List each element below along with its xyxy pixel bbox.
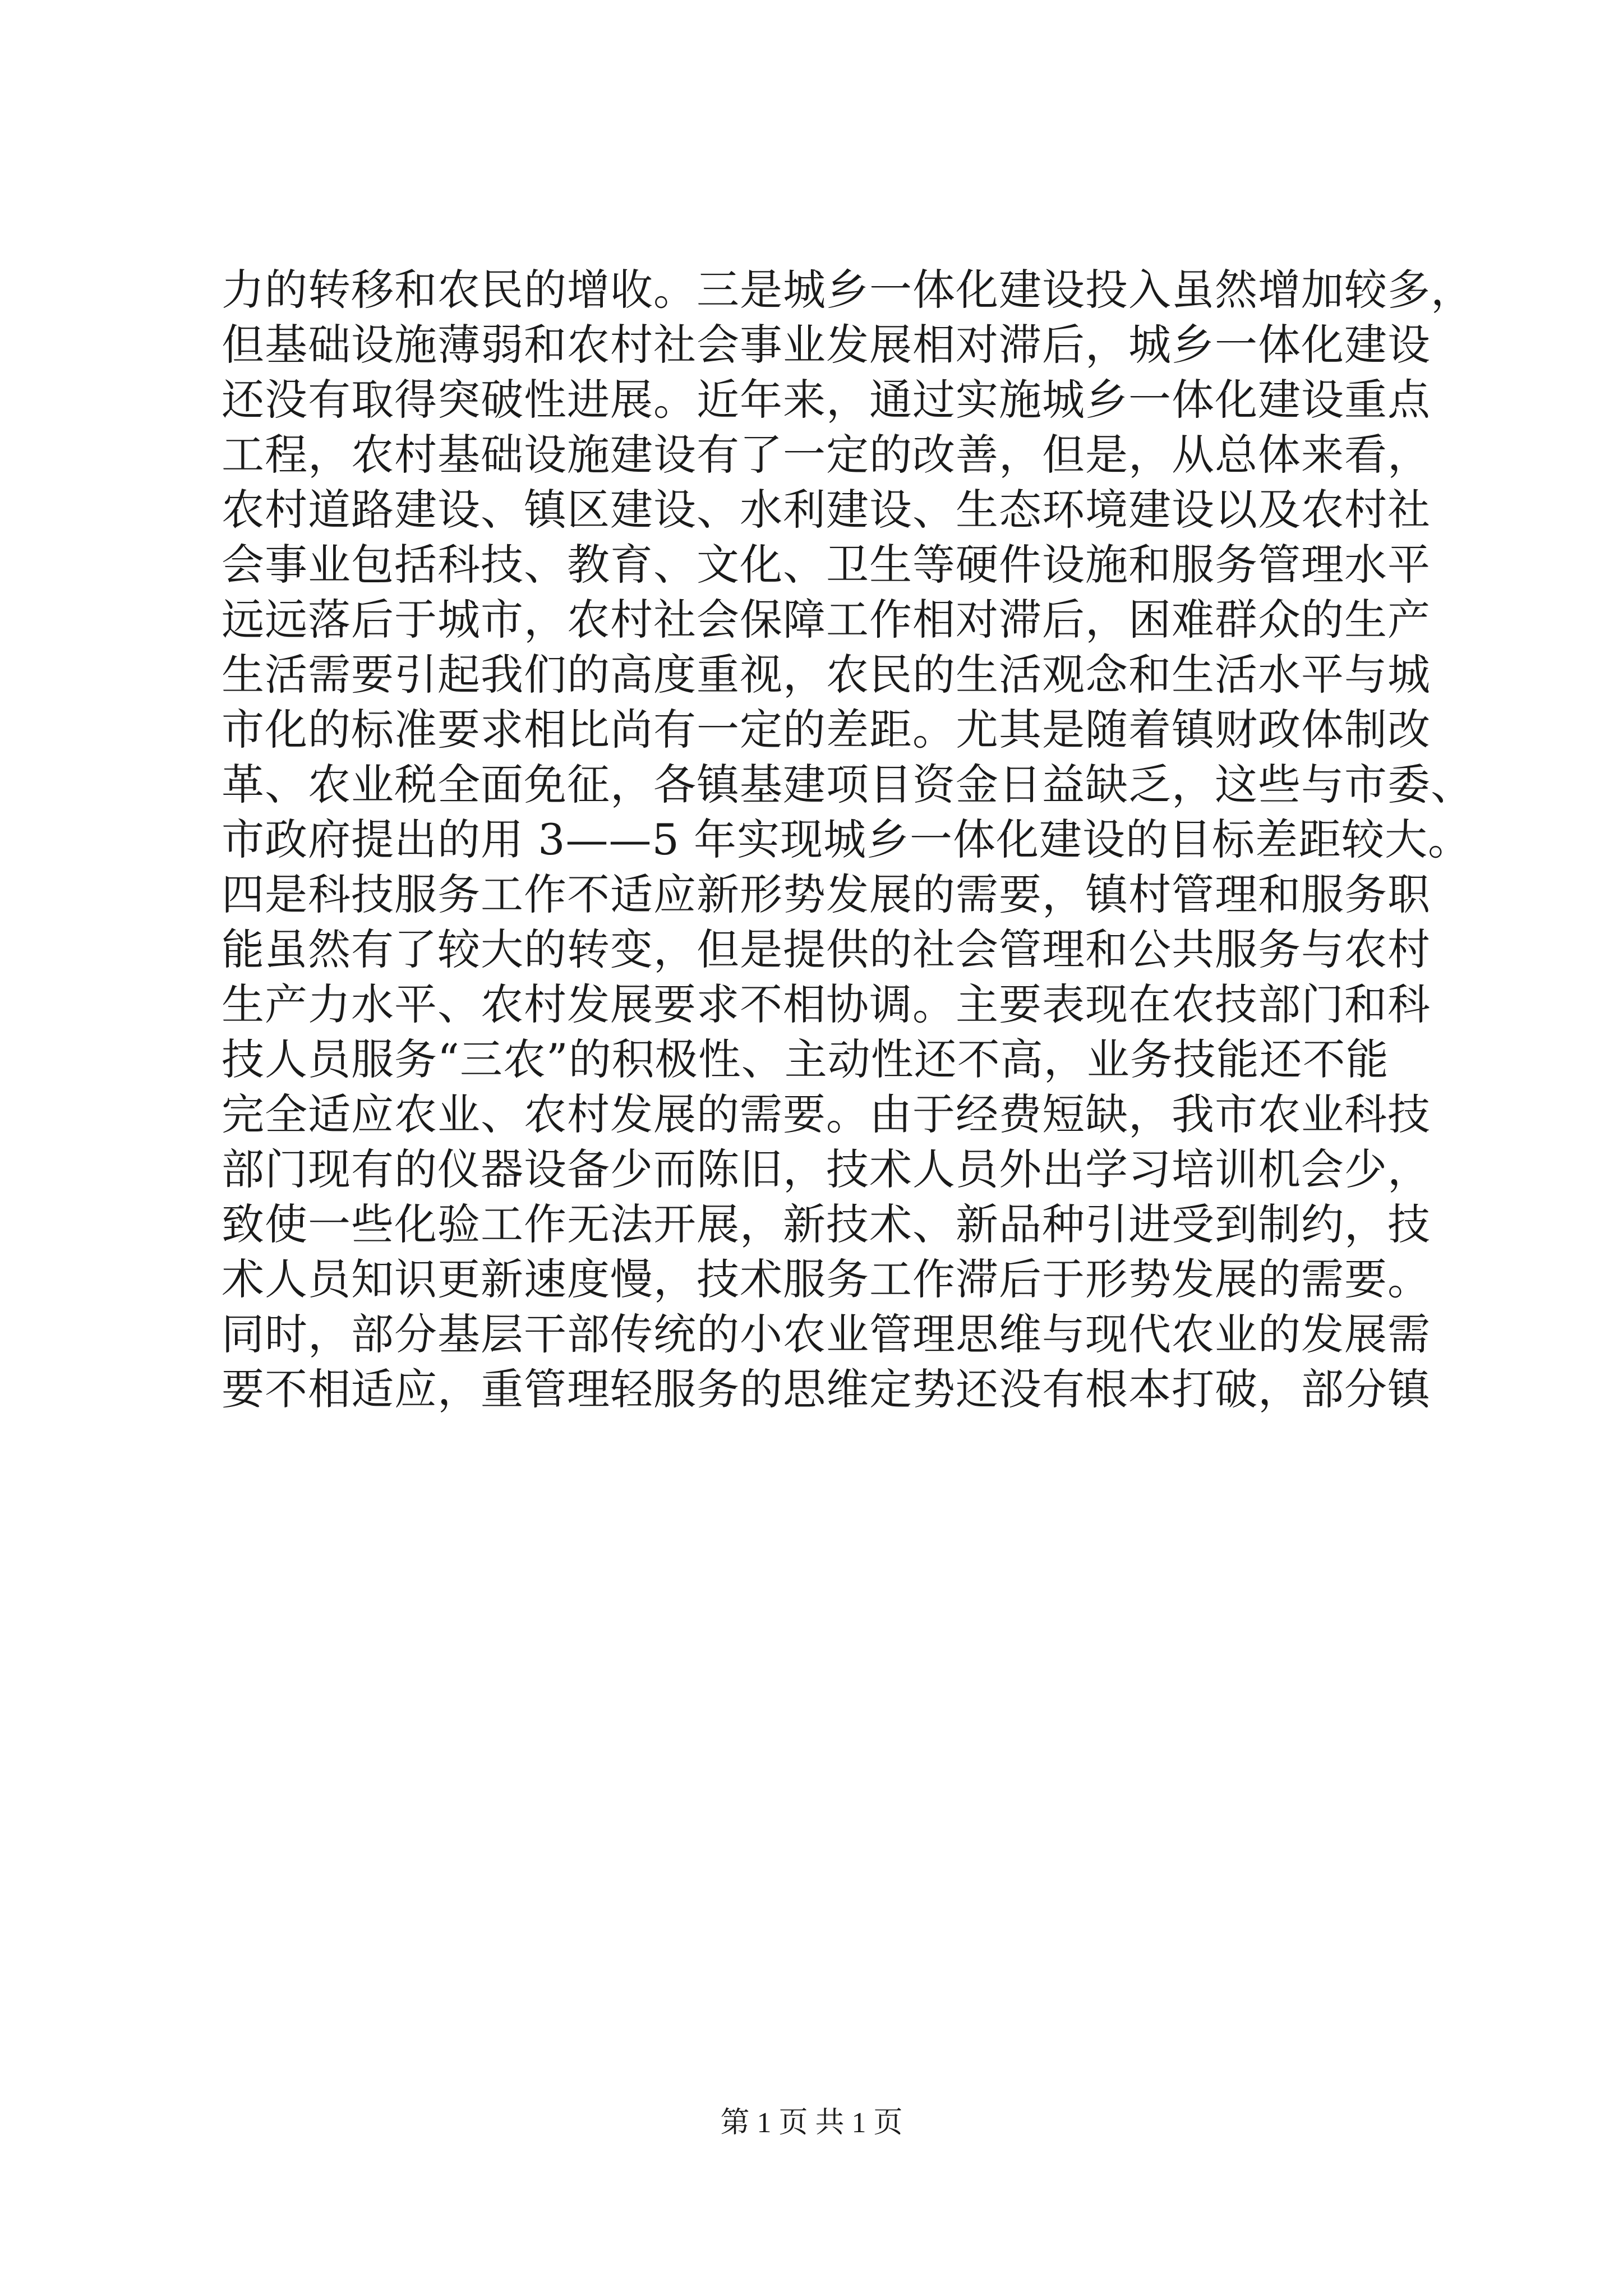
text-line: 部门现有的仪器设备少而陈旧，技术人员外出学习培训机会少， — [222, 1144, 1431, 1194]
text-line: 农村道路建设、镇区建设、水利建设、生态环境建设以及农村社 — [222, 485, 1431, 535]
text-line: 生活需要引起我们的高度重视，农民的生活观念和生活水平与城 — [222, 650, 1431, 700]
text-line: 四是科技服务工作不适应新形势发展的需要，镇村管理和服务职 — [222, 869, 1431, 919]
text-line: 能虽然有了较大的转变，但是提供的社会管理和公共服务与农村 — [222, 924, 1431, 974]
text-line: 力的转移和农民的增收。三是城乡一体化建设投入虽然增加较多， — [222, 265, 1474, 315]
text-line: 但基础设施薄弱和农村社会事业发展相对滞后，城乡一体化建设 — [222, 320, 1431, 370]
text-line: 市政府提出的用 3——5 年实现城乡一体化建设的目标差距较大。 — [222, 815, 1472, 864]
text-line: 远远落后于城市，农村社会保障工作相对滞后，困难群众的生产 — [222, 595, 1431, 645]
text-line: 还没有取得突破性进展。近年来，通过实施城乡一体化建设重点 — [222, 375, 1431, 425]
text-line: 术人员知识更新速度慢，技术服务工作滞后于形势发展的需要。 — [222, 1254, 1431, 1304]
page-number-label: 第 1 页 共 1 页 — [720, 2107, 903, 2139]
text-line: 同时，部分基层干部传统的小农业管理思维与现代农业的发展需 — [222, 1309, 1431, 1359]
text-line: 要不相适应，重管理轻服务的思维定势还没有根本打破，部分镇 — [222, 1364, 1431, 1414]
text-line: 生产力水平、农村发展要求不相协调。主要表现在农技部门和科 — [222, 979, 1431, 1029]
text-line: 致使一些化验工作无法开展，新技术、新品种引进受到制约，技 — [222, 1199, 1431, 1249]
text-line: 会事业包括科技、教育、文化、卫生等硬件设施和服务管理水平 — [222, 540, 1431, 590]
text-line: 革、农业税全面免征，各镇基建项目资金日益缺乏，这些与市委、 — [222, 760, 1474, 809]
text-line: 市化的标准要求相比尚有一定的差距。尤其是随着镇财政体制改 — [222, 705, 1431, 754]
text-line: 工程，农村基础设施建设有了一定的改善，但是，从总体来看， — [222, 430, 1431, 480]
text-line: 完全适应农业、农村发展的需要。由于经费短缺，我市农业科技 — [222, 1089, 1431, 1139]
page-footer — [0, 2104, 1623, 2143]
body-text — [222, 263, 1474, 1417]
text-line: 技人员服务“三农”的积极性、主动性还不高，业务技能还不能 — [222, 1034, 1389, 1084]
